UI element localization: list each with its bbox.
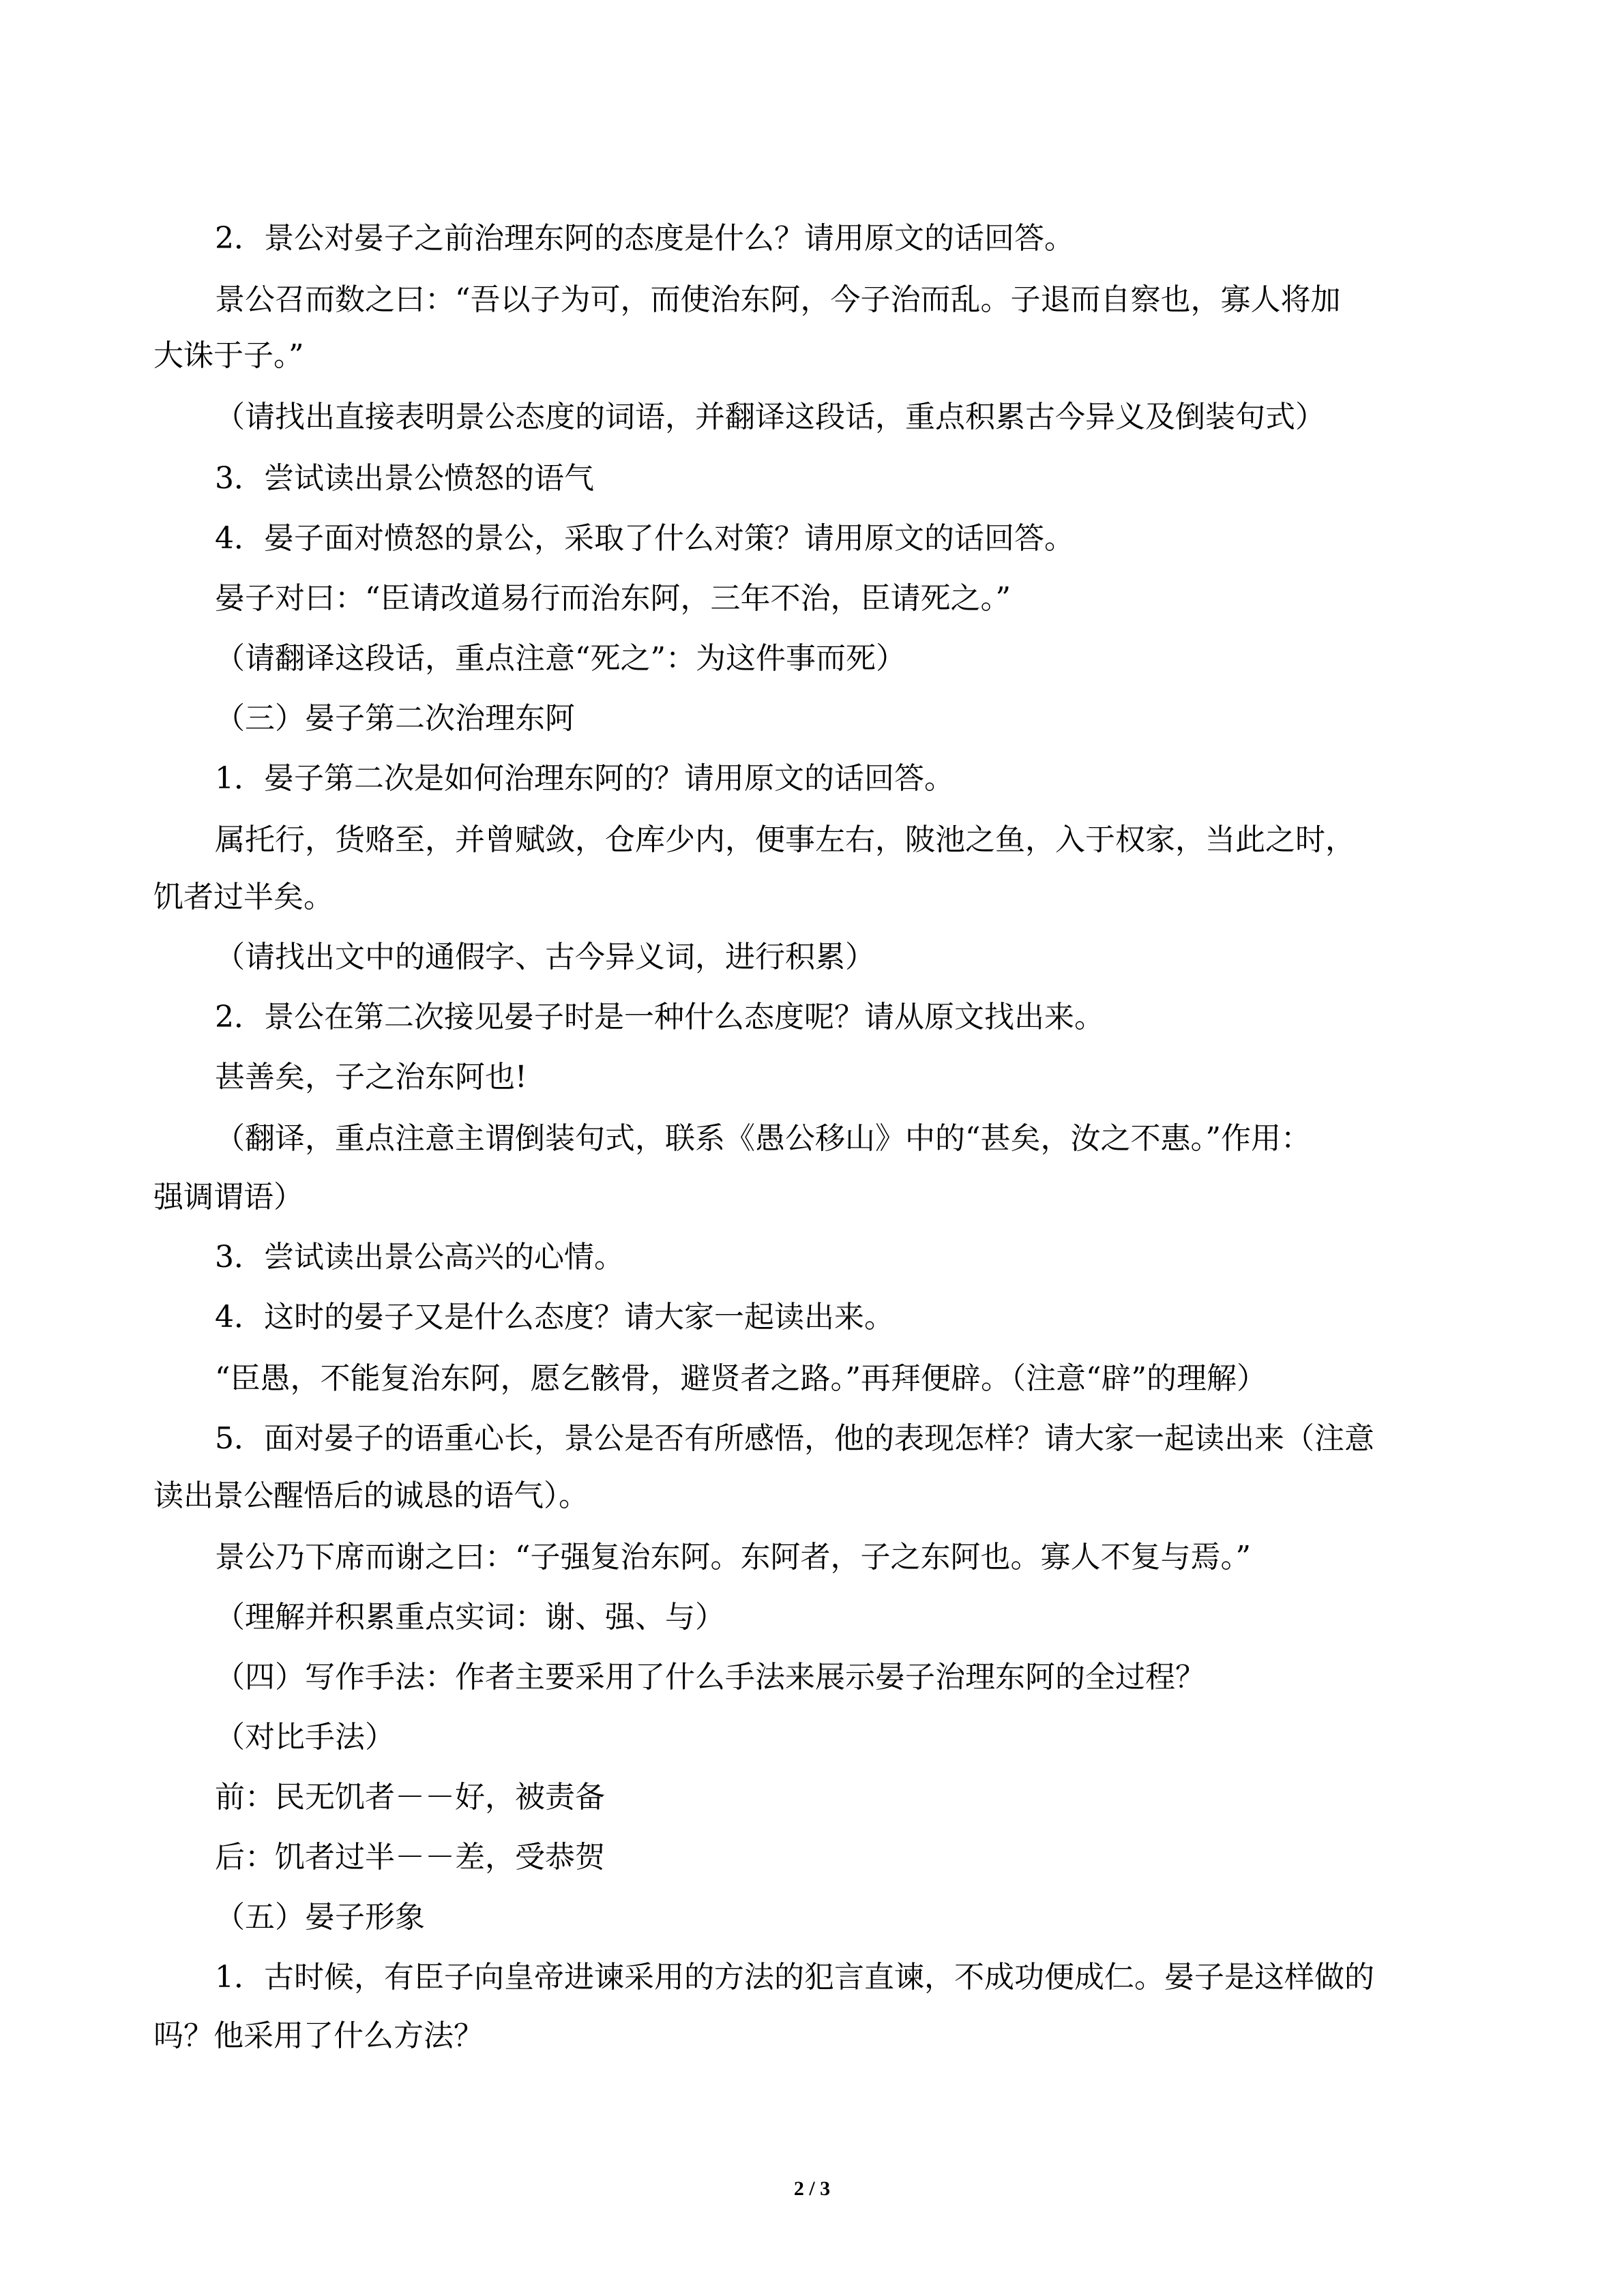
section-heading: （三）晏子第二次治理东阿 — [215, 701, 575, 736]
text-line: 晏子对曰：“臣请改道易行而治东阿，三年不治，臣请死之。” — [215, 581, 1011, 616]
text-line: （翻译，重点注意主谓倒装句式，联系《愚公移山》中的“甚矣，汝之不惠。”作用： — [215, 1121, 1311, 1156]
section-heading: （五）晏子形象 — [215, 1900, 425, 1935]
text-line: （理解并积累重点实词：谢、强、与） — [215, 1600, 725, 1635]
text-line: 甚善矣，子之治东阿也! — [215, 1060, 527, 1094]
text-line: 强调谓语） — [153, 1180, 304, 1214]
text-line: 后：饥者过半－－差，受恭贺 — [215, 1840, 605, 1875]
text-line: 景公召而数之曰：“吾以子为可，而使治东阿，今子治而乱。子退而自察也，寡人将加 — [215, 282, 1341, 317]
text-line: 4．晏子面对愤怒的景公，采取了什么对策？请用原文的话回答。 — [215, 521, 1074, 556]
text-line: （对比手法） — [215, 1720, 395, 1755]
text-line: 1．晏子第二次是如何治理东阿的？请用原文的话回答。 — [215, 761, 954, 796]
text-line: “臣愚，不能复治东阿，愿乞骸骨，避贤者之路。”再拜便辟。（注意“辟”的理解） — [215, 1361, 1267, 1396]
text-line: 5．面对晏子的语重心长，景公是否有所感悟，他的表现怎样？请大家一起读出来（注意 — [215, 1421, 1374, 1456]
text-line: 大诛于子。” — [153, 338, 304, 373]
text-line: （请翻译这段话，重点注意“死之”：为这件事而死） — [215, 641, 906, 676]
text-line: 饥者过半矣。 — [153, 880, 334, 914]
text-line: 属托行，货赂至，并曾赋敛，仓库少内，便事左右，陂池之鱼，入于权家，当此之时， — [215, 822, 1355, 857]
section-heading: （四）写作手法：作者主要采用了什么手法来展示晏子治理东阿的全过程？ — [215, 1660, 1205, 1695]
text-line: 1．古时候，有臣子向皇帝进谏采用的方法的犯言直谏，不成功便成仁。晏子是这样做的 — [215, 1960, 1374, 1995]
text-line: 2．景公对晏子之前治理东阿的态度是什么？请用原文的话回答。 — [215, 221, 1074, 256]
text-line: 前：民无饥者－－好，被责备 — [215, 1780, 605, 1815]
text-line: 4．这时的晏子又是什么态度？请大家一起读出来。 — [215, 1300, 894, 1335]
text-line: 3．尝试读出景公愤怒的语气 — [215, 461, 594, 496]
text-line: （请找出文中的通假字、古今异义词，进行积累） — [215, 940, 875, 974]
text-line: 景公乃下席而谢之曰：“子强复治东阿。东阿者，子之东阿也。寡人不复与焉。” — [215, 1540, 1251, 1575]
text-line: 吗？他采用了什么方法？ — [153, 2018, 484, 2053]
page-number: 2 / 3 — [793, 2177, 831, 2200]
text-line: 2．景公在第二次接见晏子时是一种什么态度呢？请从原文找出来。 — [215, 1000, 1104, 1034]
text-line: 3．尝试读出景公高兴的心情。 — [215, 1240, 624, 1274]
text-line: 读出景公醒悟后的诚恳的语气）。 — [153, 1478, 589, 1513]
text-line: （请找出直接表明景公态度的词语，并翻译这段话，重点积累古今异义及倒装句式） — [215, 400, 1325, 434]
